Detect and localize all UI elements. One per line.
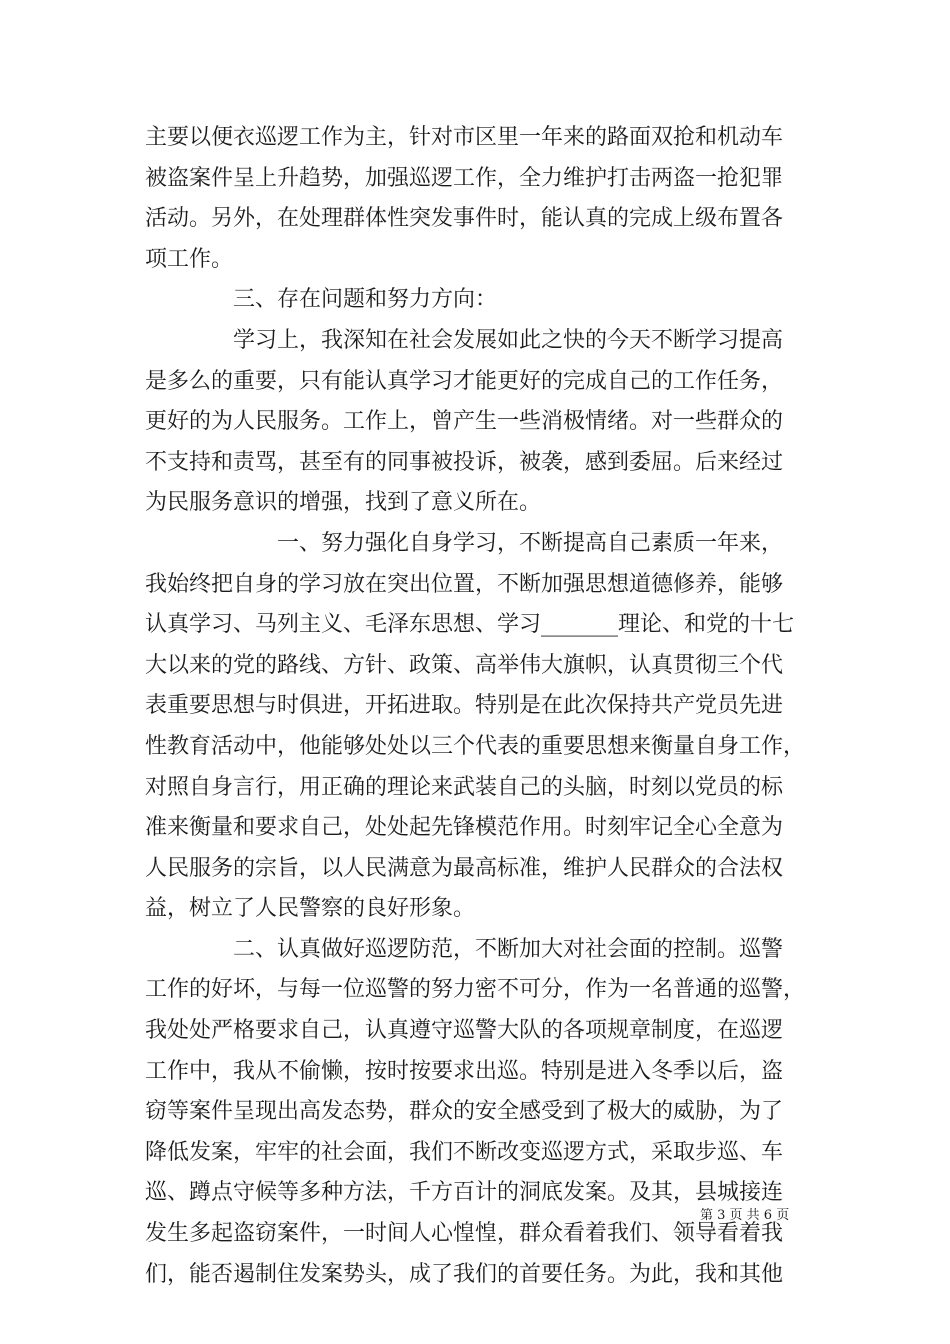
text-line: 发生多起盗窃案件，一时间人心惶惶，群众看着我们、领导看着我 xyxy=(145,1221,784,1247)
text-line: 巡、蹲点守候等多种方法，千方百计的洞底发案。及其，县城接连 xyxy=(145,1180,784,1206)
text-line: 活动。另外，在处理群体性突发事件时，能认真的完成上级布置各 xyxy=(145,206,784,232)
text-line: 大以来的党的路线、方针、政策、高举伟大旗帜，认真贯彻三个代 xyxy=(145,652,784,678)
text-line: 一、努力强化自身学习，不断提高自己素质一年来， xyxy=(145,530,784,556)
text-line: 对照自身言行，用正确的理论来武装自己的头脑，时刻以党员的标 xyxy=(145,774,784,800)
text-line: 我始终把自身的学习放在突出位置，不断加强思想道德修养，能够 xyxy=(145,571,784,597)
text-line: 工作中，我从不偷懒，按时按要求出巡。特别是进入冬季以后，盗 xyxy=(145,1058,784,1084)
text-line: 人民服务的宗旨，以人民满意为最高标准，维护人民群众的合法权 xyxy=(145,855,784,881)
text-line: 不支持和责骂，甚至有的同事被投诉，被袭，感到委屈。后来经过 xyxy=(145,449,784,475)
page-number-footer: 第 3 页 共 6 页 xyxy=(700,1208,790,1223)
text-line: 学习上，我深知在社会发展如此之快的今天不断学习提高 xyxy=(145,327,784,353)
body-text xyxy=(145,118,835,1295)
text-line: 性教育活动中，他能够处处以三个代表的重要思想来衡量自身工作， xyxy=(145,733,806,759)
text-line: 我处处严格要求自己，认真遵守巡警大队的各项规章制度，在巡逻 xyxy=(145,1018,784,1044)
text-line: 益，树立了人民警察的良好形象。 xyxy=(145,896,476,922)
text-line: 项工作。 xyxy=(145,246,234,272)
text-line: 工作的好坏，与每一位巡警的努力密不可分，作为一名普通的巡警， xyxy=(145,977,806,1003)
text-line: 被盗案件呈上升趋势，加强巡逻工作，全力维护打击两盗一抢犯罪 xyxy=(145,165,784,191)
text-line: 窃等案件呈现出高发态势，群众的安全感受到了极大的威胁，为了 xyxy=(145,1099,784,1125)
text-line: 准来衡量和要求自己，处处起先锋模范作用。时刻牢记全心全意为 xyxy=(145,815,784,841)
text-line: 表重要思想与时俱进，开拓进取。特别是在此次保持共产党员先进 xyxy=(145,693,784,719)
text-line: 是多么的重要，只有能认真学习才能更好的完成自己的工作任务， xyxy=(145,368,784,394)
text-line: 们，能否遏制住发案势头，成了我们的首要任务。为此，我和其他 xyxy=(145,1261,784,1287)
text-line: 认真学习、马列主义、毛泽东思想、学习_______理论、和党的十七 xyxy=(145,612,795,638)
text-line: 为民服务意识的增强，找到了意义所在。 xyxy=(145,490,542,516)
section-heading: 三、存在问题和努力方向： xyxy=(145,287,498,313)
text-line: 更好的为人民服务。工作上，曾产生一些消极情绪。对一些群众的 xyxy=(145,409,784,435)
text-line: 主要以便衣巡逻工作为主，针对市区里一年来的路面双抢和机动车 xyxy=(145,125,784,150)
text-line: 二、认真做好巡逻防范，不断加大对社会面的控制。巡警 xyxy=(145,936,784,962)
text-line: 降低发案，牢牢的社会面，我们不断改变巡逻方式，采取步巡、车 xyxy=(145,1139,784,1165)
